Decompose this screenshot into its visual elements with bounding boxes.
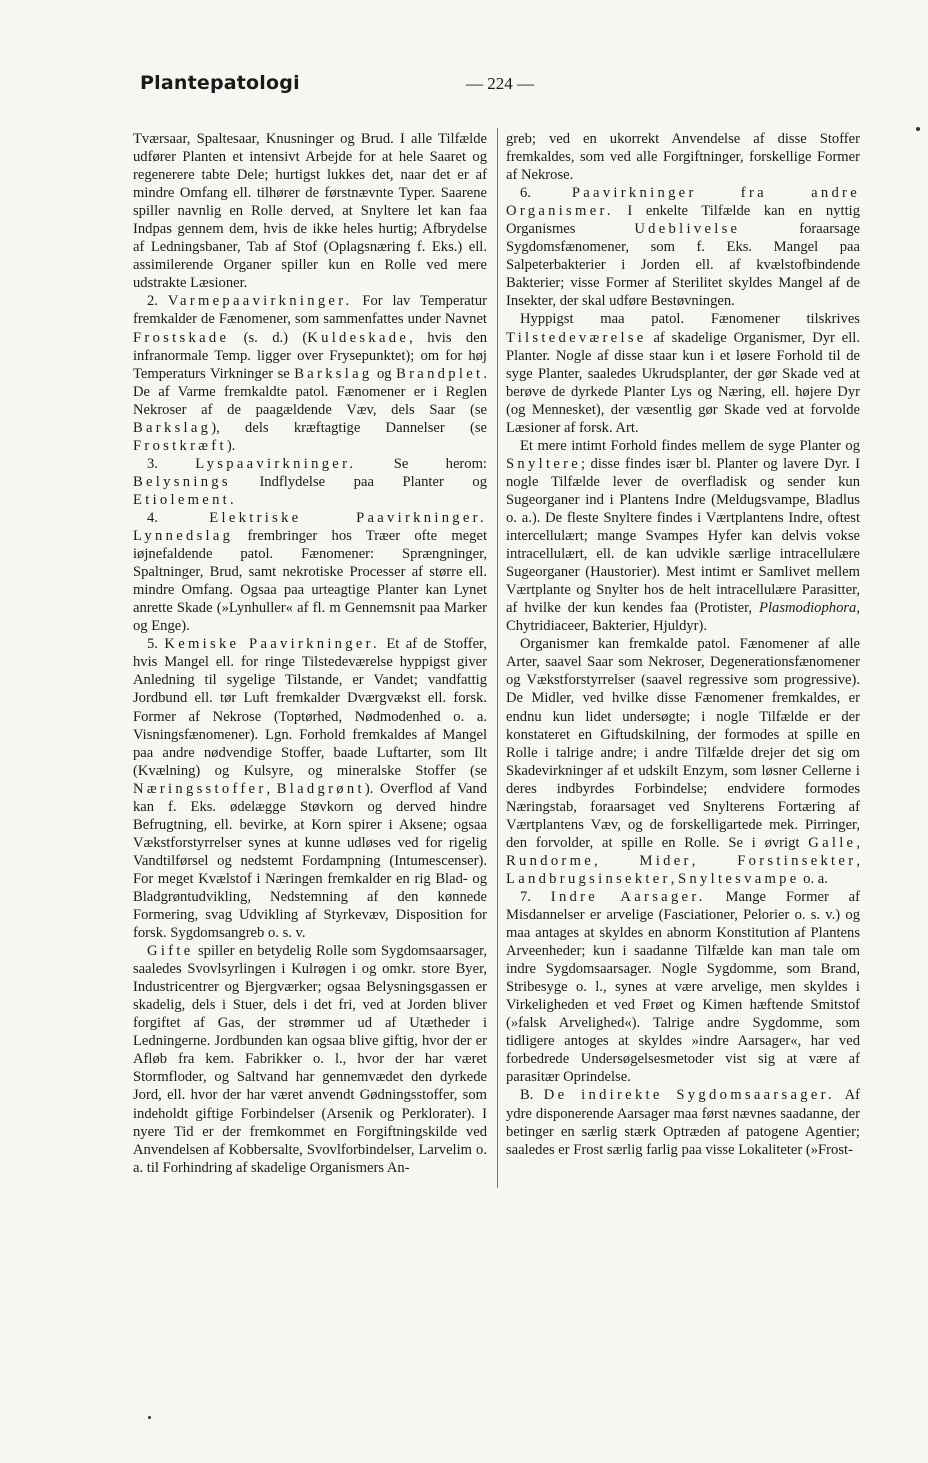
item-number: 2.: [147, 293, 158, 310]
cross-reference: Frostskade: [133, 329, 230, 346]
text: Chytridiaceer, Bakterier, Hjuldyr).: [506, 618, 708, 635]
left-column: [133, 130, 487, 1177]
text: Hyppigst maa patol. Fænomener tilskrives: [520, 311, 860, 328]
text: I enkelte Tilfælde kan en nyttig Organismes: [506, 203, 860, 238]
cross-reference: Barkslag: [133, 419, 212, 436]
paragraph-indirect-causes: [506, 1086, 860, 1158]
cross-reference: Galle: [808, 834, 857, 851]
emphasis: Tilstedeværelse: [506, 329, 647, 346]
text: Mange Former af Misdannelser er arvelige (Fasciationer, Pelorier o. s. v.) og maa antages at skyldes en abnorm Konstitution af Plantens Arveenheder; kun i saadanne Tilfælde kan man tale om indre Sygdomsaarsager. Nogle Sygdomme, som Brand, Stribesyge o. l., synes at være arvelige, men skyldes i Virkeligheden et ved Frøet og Kimen hæftende Smitstof (»falsk Arvelighed«). Talrige andre Sygdomme, som tidligere antoges at skyldes »indre Aarsager«, har ved forbedrede Undersøgelsesmetoder vist sig at være af parasitær Oprindelse.: [506, 888, 860, 1086]
text: ,: [856, 834, 860, 851]
text: Af ydre disponerende Aarsager maa først nævnes saadanne, der betinger en særlig stærk Optræden af patogene Agentier; saaledes er Frost særlig farlig paa visse Lokaliteter (»Frost-: [506, 1087, 860, 1158]
spaced-heading: Paavirkninger fra andre Organismer.: [506, 185, 860, 220]
cross-reference: Rundorme: [506, 852, 595, 869]
text: Et mere intimt Forhold findes mellem de syge Planter og: [520, 437, 860, 454]
spaced-heading: Lyspaavirkninger.: [195, 455, 357, 472]
cross-reference: Bladgrønt: [276, 780, 365, 797]
paragraph-organism-phenomena: [506, 635, 860, 888]
text: (s. d.) (: [229, 329, 308, 346]
text: ,: [691, 852, 738, 869]
running-header: [140, 72, 880, 106]
text: og: [372, 365, 397, 382]
paragraph-poisons: [133, 942, 487, 1177]
text: ; disse findes især bl. Planter og lavere Dyr. I nogle Tilfælde lever de overfladisk og sender kun Sugeorganer ind i Plantens Indre (Meldugsvampe, Bladlus o. a.). De fleste Snyltere findes i Værtplantens Indre, oftest intercellulært; mange Svampes Hyfer kan delvis vokse intracellulært, ell. de kan udvikle særlige intracellulære Sugeorganer (Haustorier). Mest intimt er Samlivet mellem Værtplante og Snylter hos de helt intracellulære Parasitter, af hvilke der kun kendes faa (Protister,: [506, 455, 860, 617]
text: ).: [226, 437, 236, 454]
cross-reference: Snyltesvampe: [678, 870, 800, 887]
text: ). Overflod af Vand kan f. Eks. ødelægge Støvkorn og derved hindre Befrugtning, ell. bevirke, at Korn spirer i Aksene; ogsaa Vækstforstyrrelser synes at kunne udløses ved for rigelig Vandtilførsel og nedstemt Fordampning (Intumescenser). For meget Kvælstof i Næringen fremkalder en rig Blad- og Bladgrøntudvikling, Nedstemning af den kønnede Formering, svag Udvikling af Styrkevæv, Disposition for forsk. Sygdomsangreb o. s. v.: [133, 780, 487, 942]
text: .: [230, 491, 234, 508]
paragraph-internal-causes: [506, 888, 860, 1087]
spaced-heading: Varmepaavirkninger.: [167, 293, 353, 310]
scan-speck: [148, 1416, 151, 1419]
cross-reference: Barkslag: [294, 365, 373, 382]
cross-reference: Lynnedslag: [133, 528, 234, 545]
spaced-heading: Indre Aarsager.: [550, 888, 706, 905]
text: spiller en betydelig Rolle som Sygdomsaarsager, saaledes Svovlsyrlingen i Kulrøgen i og omkr. store Byer, Industricentrer og Bjergværker; ogsaa Belysningsgassen er skadelig, dels i Stuer, dels i det fri, ved at Jorden bliver forgiftet af Gas, der strømmer ud af Utætheder i Ledningerne. Jordbunden kan ogsaa blive giftig, hvor der er Afløb fra kem. Fabrikker o. l., hvor der har været Stormfloder, og Saltvand har gennemvædet den dyrkede Jord, ell. hvor der har været anvendt Gødningsstoffer, som indeholdt giftige Forbindelser (Arsenik og Perklorater). I nyere Tid er der fremkommet en Forgiftningskilde ved Anvendelsen af Kobbersalte, Svovlforbindelser, Larvelim o. a. til Forhindring af skadelige Organismers An-: [133, 943, 487, 1176]
cross-reference: Forstinsekter: [737, 852, 857, 869]
paragraph-parasites: [506, 437, 860, 636]
cross-reference: Kuldeskade: [307, 329, 410, 346]
text: ,: [856, 852, 861, 869]
cross-reference: Belysnings: [133, 473, 231, 490]
text: ,: [670, 870, 679, 887]
item-number: 5.: [147, 636, 158, 653]
paragraph-continuation: Tværsaar, Spaltesaar, Knusninger og Brud. I alle Tilfælde udfører Planten et intensivt Arbejde for at hele Saaret og regenerere tabte Dele; hurtigst lukkes det, naar det er af mindre Omfang ell. tilhører de førstnævnte Typer. Saarene spiller navnlig en Rolle derved, at Snyltere let kan faa Indpas gennem dem, hvis de ikke heles hurtig; Afbrydelse af Ledningsbaner, Tab af Stof (Oplagsnæring f. Eks.) ell. assimilerende Organer spiller kun en Rolle ved mere udstrakte Læsioner.: [133, 131, 487, 292]
text: Indflydelse paa Planter og: [230, 473, 487, 490]
item-number: 4.: [147, 509, 158, 526]
spaced-heading: Gifte: [147, 943, 194, 960]
spaced-heading: De indirekte Sygdomsaarsager.: [543, 1087, 835, 1104]
spaced-heading: Elektriske Paavirkninger.: [209, 509, 487, 526]
right-column: [506, 130, 860, 1159]
scan-speck: [916, 127, 920, 131]
text: ,: [594, 852, 640, 869]
text: Organismer kan fremkalde patol. Fænomener af alle Arter, saavel Saar som Nekroser, Degenerationsfænomener og Vækstforstyrrelser (saavel regressive som progressive). De Midler, ved hvilke disse Fænomener fremkaldes, er endnu kun lidet undersøgte; i nogle Tilfælde er der konstateret en Giftudskilning, der formodes at spille en Rolle i talrige andre; i andre Tilfælde drejer det sig om Skadevirkninger af et udskilt Enzym, som løsner Cellerne i deres indbyrdes Forbindelse; endvidere formodes Næringstab, foraarsaget ved Snylterens Fortæring af Værtplantens Væv, og de forskelligartede mek. Pirringer, den forvolder, at spille en Rolle. Se i øvrigt: [506, 636, 860, 851]
italic-taxon: Plasmodiophora,: [759, 600, 860, 617]
text: ), dels kræftagtige Dannelser (se: [211, 419, 487, 436]
cross-reference: Etiolement: [133, 491, 231, 508]
item-number: 3.: [147, 455, 158, 472]
cross-reference: Mider: [639, 852, 692, 869]
cross-reference: Næringsstoffer: [133, 780, 267, 797]
cross-reference: Landbrugsinsekter: [506, 870, 671, 887]
text: Se herom:: [356, 455, 487, 472]
text: Et af de Stoffer, hvis Mangel ell. for ringe Tilstedeværelse hyppigst giver Anledning til sygelige Tilstande, er Vandet; vandfattig Jordbund ell. tør Luft fremkalder Dværgvækst ell. forsk. Former af Nekrose (Toptørhed, Nødmodenhed o. a. Visningsfænomener). Lgn. Forhold fremkaldes af Mangel paa andre nødvendige Stoffer, baade Luftarter, som Ilt (Kvælning) og Kulsyre, og mineralske Stoffer (se: [133, 636, 487, 779]
text: foraarsage Sygdomsfænomener, som f. Eks. Mangel paa Salpeterbakterier i Jorden ell. af kvælstofbindende Bakterier; visse Former af Sterilitet skyldes Mangel af de Insekter, der skal udføre Bestøvningen.: [506, 221, 860, 310]
spaced-heading: Kemiske Paavirkninger.: [164, 636, 380, 653]
paragraph-other-organisms: [506, 184, 860, 310]
emphasis: Udeblivelse: [634, 221, 741, 238]
paragraph-continuation: greb; ved en ukorrekt Anvendelse af disse Stoffer fremkaldes, som ved alle Forgiftninger, forskellige Former af Nekrose.: [506, 131, 860, 184]
text: af skadelige Organismer, Dyr ell. Planter. Nogle af disse staar kun i et løsere Forhold til de syge Planter, saaledes Ukrudsplanter, der gør Skade ved at berøve de dyrkede Planter Lys og Næring, ell. højere Dyr (og Mennesket), der væsentlig gør Skade ved at forvolde Læsioner af forsk. Art.: [506, 329, 860, 436]
item-number: 6.: [520, 185, 531, 202]
page-number: — 224 —: [466, 74, 534, 93]
item-number: 7.: [520, 888, 531, 905]
section-title: Plantepatologi: [140, 72, 300, 94]
text: ,: [266, 780, 277, 797]
paragraph-electric-effects: [133, 509, 487, 635]
emphasis: Snyltere: [506, 455, 582, 472]
text: o. a.: [799, 870, 828, 887]
cross-reference: Brandplet: [396, 365, 484, 382]
paragraph-heat-effects: [133, 292, 487, 454]
text: frembringer hos Træer ofte meget iøjnefaldende patol. Fænomener: Sprængninger, Spaltninger, Brud, samt nekrotiske Processer af større ell. mindre Omfang. Ogsaa paa urteagtige Planter kan Lynet anrette Skade (»Lynhuller« af fl. m Gennemsnit paa Marker og Enge).: [133, 528, 487, 635]
paragraph-harmful-organisms: [506, 310, 860, 436]
text: , hvis den infranormale Temp. ligger over Frysepunktet); om for høj Temperaturs Virkninger se: [133, 329, 487, 382]
cross-reference: Frostkræft: [133, 437, 227, 454]
text: . De af Varme fremkaldte patol. Fænomener er i Reglen Nekroser af de paagældende Væv, dels Saar (se: [133, 365, 487, 418]
column-divider: [497, 128, 498, 1188]
paragraph-light-effects: [133, 455, 487, 509]
paragraph-chemical-effects: [133, 635, 487, 942]
item-number: B.: [520, 1087, 534, 1104]
text: For lav Temperatur fremkalder de Fænomener, som sammenfattes under Navnet: [133, 293, 487, 328]
